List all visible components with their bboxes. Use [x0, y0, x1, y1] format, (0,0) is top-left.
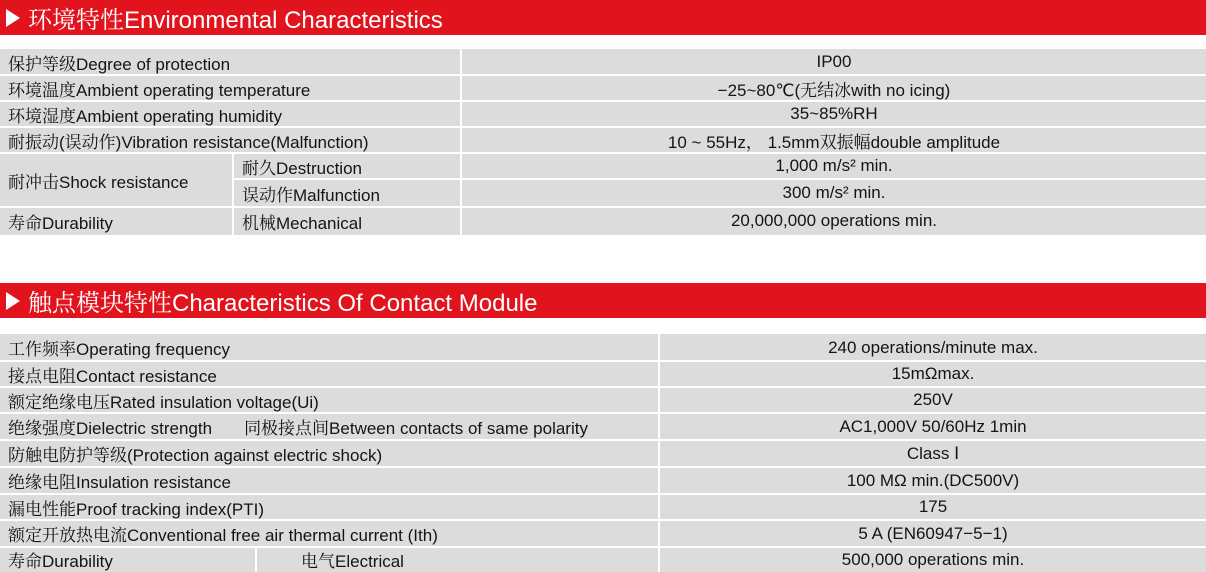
row-value: 175 [918, 497, 948, 516]
row-label: 额定开放热电流Conventional free air thermal current (Ith) [8, 526, 438, 545]
divider [0, 74, 1206, 76]
divider [0, 412, 1206, 414]
row-value: 500,000 operations min. [841, 549, 1025, 569]
row-label: 接点电阻Contact resistance [8, 366, 217, 386]
divider [232, 153, 234, 235]
row-label: 耐振动(误动作)Vibration resistance(Malfunction) [8, 132, 369, 152]
row-value: 5 A (EN60947−5−1) [858, 523, 1008, 543]
table-row [0, 467, 1206, 494]
row-label: 绝缘电阻Insulation resistance [8, 473, 231, 492]
row-value: 10 ~ 55Hz， 1.5mm双振幅double amplitude [667, 132, 1001, 152]
contact-module-table [0, 334, 1206, 572]
row-label: 工作频率Operating frequency [8, 340, 231, 359]
divider [0, 466, 1206, 468]
row-label: 防触电防护等级(Protection against electric shock) [8, 446, 383, 465]
row-label: 环境温度Ambient operating temperature [8, 80, 311, 100]
divider [0, 493, 1206, 495]
divider [0, 100, 1206, 102]
table-row [0, 153, 1206, 179]
table-row [0, 361, 1206, 387]
table-row [0, 207, 1206, 235]
triangle-marker-icon [6, 9, 20, 27]
table-row [0, 101, 1206, 127]
divider [0, 386, 1206, 388]
table-row [0, 127, 1206, 153]
table-row [0, 494, 1206, 520]
row-value: AC1,000V 50/60Hz 1min [839, 416, 1027, 436]
divider [0, 439, 1206, 441]
table-row [0, 413, 1206, 440]
row-label: 额定绝缘电压Rated insulation voltage(Ui) [8, 392, 319, 412]
row-value: 100 MΩ min.(DC500V) [846, 470, 1020, 490]
divider [658, 334, 660, 572]
row-value: −25~80℃(无结冰with no icing) [717, 80, 951, 100]
section-banner-environmental [0, 0, 1206, 35]
row-sublabel: 电气Electrical [301, 552, 404, 571]
divider [0, 360, 1206, 362]
table-row [0, 334, 1206, 361]
table-row [0, 387, 1206, 413]
row-value: 250V [913, 390, 953, 409]
table-row [0, 75, 1206, 101]
table-row [0, 49, 1206, 75]
table-row [0, 520, 1206, 547]
row-label: 保护等级Degree of protection [8, 54, 231, 74]
row-value: 1,000 m/s² min. [775, 156, 893, 175]
row-value: 240 operations/minute max. [828, 337, 1038, 357]
table-row [0, 440, 1206, 467]
section-title: 环境特性Environmental Characteristics [28, 7, 443, 34]
divider [232, 178, 1206, 180]
section-title: 触点模块特性Characteristics Of Contact Module [28, 290, 538, 317]
triangle-marker-icon [6, 292, 20, 310]
divider [0, 546, 1206, 548]
row-label: 寿命Durability [8, 552, 113, 571]
table-row [0, 179, 1206, 207]
row-value: IP00 [816, 52, 852, 71]
divider [460, 49, 462, 235]
row-label: 寿命Durability [8, 213, 113, 233]
divider [0, 519, 1206, 521]
divider [0, 152, 1206, 154]
row-label: 环境湿度Ambient operating humidity [8, 106, 283, 126]
divider [0, 126, 1206, 128]
divider [255, 547, 257, 572]
row-value: 35~85%RH [790, 104, 878, 123]
table-row [0, 547, 1206, 572]
row-value: Class Ⅰ [906, 443, 960, 463]
row-sublabel: 误动作Malfunction [242, 185, 380, 205]
row-label: 绝缘强度Dielectric strength [8, 419, 213, 438]
row-label: 耐冲击Shock resistance [8, 172, 189, 192]
environmental-table [0, 49, 1206, 235]
row-value: 15mΩmax. [891, 364, 975, 383]
row-sublabel: 机械Mechanical [242, 213, 362, 233]
section-banner-contact-module [0, 283, 1206, 318]
divider [0, 206, 1206, 208]
row-label: 漏电性能Proof tracking index(PTI) [8, 499, 265, 519]
row-value: 20,000,000 operations min. [730, 211, 938, 230]
row-sublabel: 同极接点间Between contacts of same polarity [244, 419, 588, 438]
row-sublabel: 耐久Destruction [242, 158, 362, 178]
row-value: 300 m/s² min. [782, 183, 886, 202]
row-label-group [0, 413, 658, 440]
